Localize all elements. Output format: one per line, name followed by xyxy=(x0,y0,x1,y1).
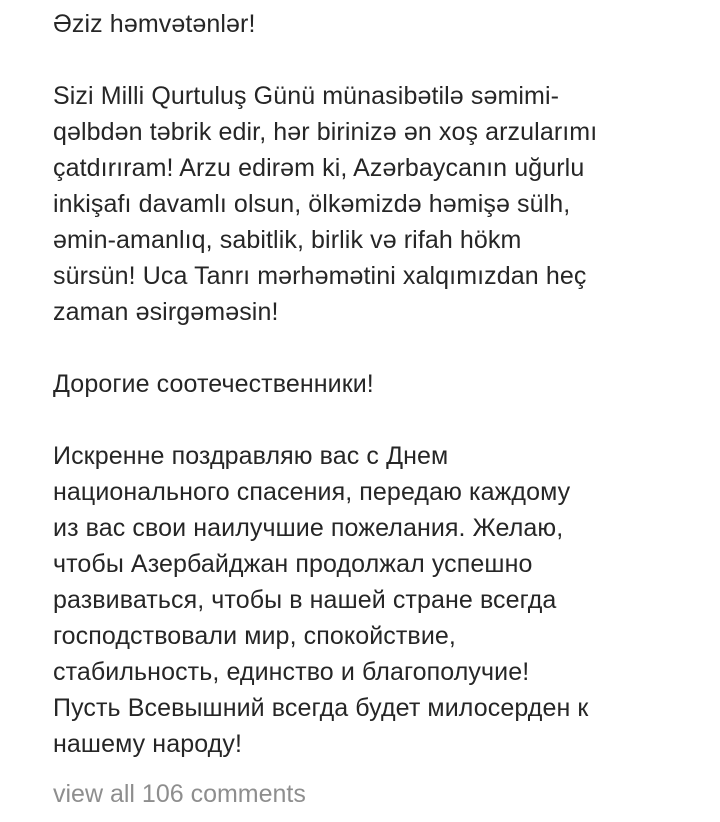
paragraph-gap xyxy=(53,330,693,366)
paragraph-gap xyxy=(53,42,693,78)
view-all-comments-link[interactable]: view all 106 comments xyxy=(53,780,306,808)
caption-line-ru: господствовали мир, спокойствие, xyxy=(53,622,456,650)
caption-line-az: sürsün! Uca Tanrı mərhəmətini xalqımızdan heç xyxy=(53,262,587,290)
caption-line-az: çatdırıram! Arzu edirəm ki, Azərbaycanın uğurlu xyxy=(53,154,585,182)
caption-line-az: zaman əsirgəməsin! xyxy=(53,298,279,326)
caption-line-ru: национального спасения, передаю каждому xyxy=(53,478,571,506)
caption-line-ru: стабильность, единство и благополучие! xyxy=(53,658,530,686)
caption-line-ru: из вас свои наилучшие пожелания. Желаю, xyxy=(53,514,564,542)
caption-line-ru: развиваться, чтобы в нашей стране всегда xyxy=(53,586,557,614)
caption-line-az: Sizi Milli Qurtuluş Günü münasibətilə səmimi- xyxy=(53,82,560,110)
paragraph-gap xyxy=(53,402,693,438)
caption-greeting-az: Əziz həmvətənlər! xyxy=(53,10,256,38)
caption-line-az: qəlbdən təbrik edir, hər birinizə ən xoş arzularımı xyxy=(53,118,598,146)
post-caption xyxy=(53,6,693,762)
caption-greeting-ru: Дорогие соотечественники! xyxy=(53,370,374,398)
caption-line-az: inkişafı davamlı olsun, ölkəmizdə həmişə sülh, xyxy=(53,190,571,218)
caption-line-ru: Искренне поздравляю вас с Днем xyxy=(53,442,449,470)
caption-line-ru: нашему народу! xyxy=(53,730,242,758)
caption-line-ru: чтобы Азербайджан продолжал успешно xyxy=(53,550,533,578)
caption-line-ru: Пусть Всевышний всегда будет милосерден к xyxy=(53,694,589,722)
caption-line-az: əmin-amanlıq, sabitlik, birlik və rifah hökm xyxy=(53,226,522,254)
